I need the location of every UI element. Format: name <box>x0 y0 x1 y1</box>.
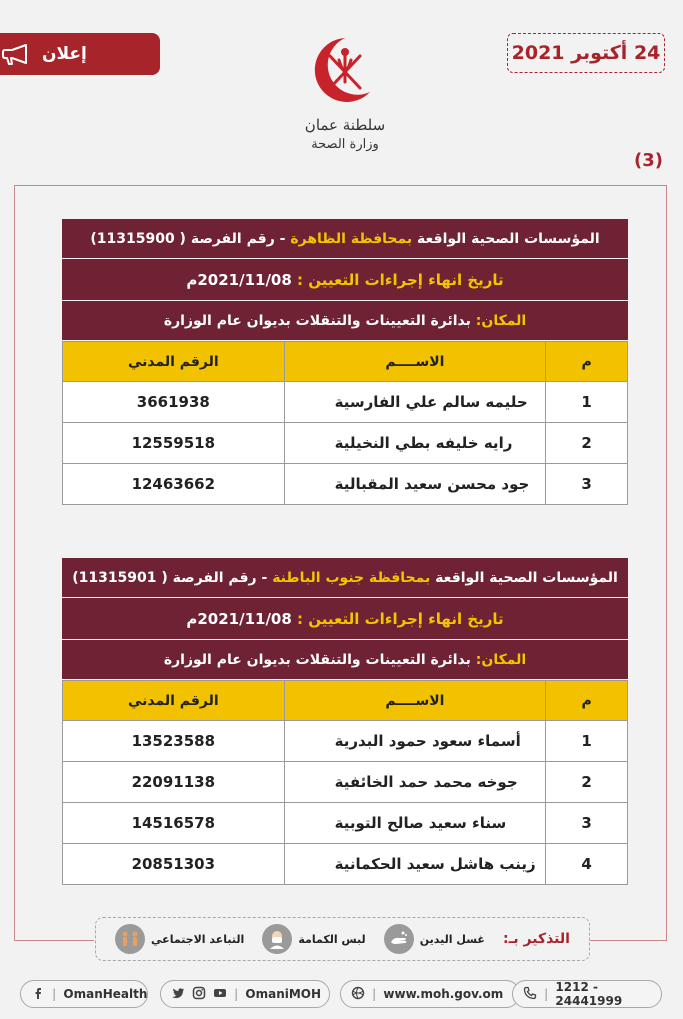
footer-contacts <box>20 980 670 1008</box>
table-row <box>63 423 628 464</box>
row-index: 1 <box>546 721 628 762</box>
row-index: 4 <box>546 844 628 885</box>
row-civil-id: 13523588 <box>63 721 285 762</box>
deadline-row <box>62 598 628 640</box>
reminder-item-handwash <box>384 924 485 954</box>
ministry-logo <box>290 30 400 160</box>
table-row <box>63 803 628 844</box>
reminder-item-mask <box>262 924 365 954</box>
title-region: بمحافظة جنوب الباطنة <box>272 569 431 586</box>
column-header-civil-id: الرقم المدني <box>63 681 285 721</box>
website-url: www.moh.gov.om <box>383 987 504 1001</box>
place-label: المكان: <box>475 651 527 668</box>
row-name: سناء سعيد صالح التوبية <box>284 803 546 844</box>
title-region: بمحافظة الظاهرة <box>290 230 413 247</box>
phone-number: 1212 - 24441999 <box>555 980 623 1008</box>
phone-link[interactable]: | 1212 - 24441999 <box>512 980 662 1008</box>
row-civil-id: 12463662 <box>63 464 285 505</box>
row-civil-id: 3661938 <box>63 382 285 423</box>
youtube-icon <box>213 986 227 1003</box>
table-row <box>63 762 628 803</box>
table-row <box>63 464 628 505</box>
hand-wash-icon <box>384 924 414 954</box>
row-index: 2 <box>546 762 628 803</box>
website-link[interactable]: | www.moh.gov.om <box>340 980 520 1008</box>
block-title <box>62 558 628 598</box>
globe-icon <box>351 986 365 1003</box>
place-row <box>62 301 628 341</box>
region-block-south-batinah <box>62 558 628 885</box>
distance-icon <box>115 924 145 954</box>
social-link[interactable]: | OmaniMOH <box>160 980 330 1008</box>
announcement-tab <box>0 33 160 75</box>
place-row <box>62 640 628 680</box>
facebook-link[interactable]: | OmanHealth <box>20 980 148 1008</box>
row-name: رايه خليفه بطي النخيلية <box>284 423 546 464</box>
facebook-icon <box>31 986 45 1003</box>
region-block-dhahirah <box>62 219 628 505</box>
phone-icon <box>523 986 537 1003</box>
column-header-index: م <box>546 342 628 382</box>
row-index: 3 <box>546 803 628 844</box>
date-badge <box>507 33 665 73</box>
table-row <box>63 721 628 762</box>
page-number: (3) <box>634 150 663 171</box>
row-name: زينب هاشل سعيد الحكمانية <box>284 844 546 885</box>
column-header-name: الاســــم <box>284 342 546 382</box>
row-civil-id: 12559518 <box>63 423 285 464</box>
logo-line2: وزارة الصحة <box>311 137 379 152</box>
table-header-row <box>63 681 628 721</box>
mask-icon <box>262 924 292 954</box>
column-header-name: الاســــم <box>284 681 546 721</box>
deadline-label: تاريخ انهاء إجراءات التعيين : <box>297 609 504 628</box>
title-suffix: - رقم الفرصة ( 11315900) <box>90 230 286 247</box>
row-index: 1 <box>546 382 628 423</box>
row-civil-id: 22091138 <box>63 762 285 803</box>
deadline-value: 2021/11/08م <box>186 609 292 628</box>
column-header-index: م <box>546 681 628 721</box>
row-index: 2 <box>546 423 628 464</box>
title-prefix: المؤسسات الصحية الواقعة <box>435 569 618 586</box>
reminder-label: غسل اليدين <box>419 932 485 946</box>
deadline-label: تاريخ انهاء إجراءات التعيين : <box>297 270 504 289</box>
deadline-row <box>62 259 628 301</box>
date-text: 24 أكتوبر 2021 <box>511 42 661 64</box>
title-suffix: - رقم الفرصة ( 11315901) <box>72 569 268 586</box>
row-civil-id: 20851303 <box>63 844 285 885</box>
megaphone-icon <box>0 42 30 66</box>
row-name: أسماء سعود حمود البدرية <box>284 721 546 762</box>
candidates-table <box>62 680 628 885</box>
row-name: جوخه محمد حمد الخائفية <box>284 762 546 803</box>
reminder-item-distance <box>115 924 244 954</box>
candidates-table <box>62 341 628 505</box>
reminder-bar <box>95 917 590 961</box>
reminder-label: لبس الكمامة <box>298 932 366 946</box>
instagram-icon <box>192 986 206 1003</box>
reminder-label: التباعد الاجتماعي <box>151 932 245 946</box>
reminder-title: التذكير بـ: <box>503 931 570 947</box>
row-index: 3 <box>546 464 628 505</box>
table-row <box>63 382 628 423</box>
place-value: بدائرة التعيينات والتنقلات بديوان عام الوزارة <box>163 312 471 329</box>
place-label: المكان: <box>475 312 527 329</box>
twitter-icon <box>171 986 185 1003</box>
frame-divider-right <box>590 940 667 941</box>
block-title <box>62 219 628 259</box>
social-handle: OmaniMOH <box>245 987 322 1001</box>
frame-divider-left <box>14 940 94 941</box>
place-value: بدائرة التعيينات والتنقلات بديوان عام الوزارة <box>163 651 471 668</box>
row-name: جود محسن سعيد المقبالية <box>284 464 546 505</box>
title-prefix: المؤسسات الصحية الواقعة <box>417 230 600 247</box>
facebook-handle: OmanHealth <box>63 987 148 1001</box>
table-header-row <box>63 342 628 382</box>
row-name: حليمه سالم علي الفارسية <box>284 382 546 423</box>
row-civil-id: 14516578 <box>63 803 285 844</box>
table-row <box>63 844 628 885</box>
column-header-civil-id: الرقم المدني <box>63 342 285 382</box>
announcement-label: إعلان <box>42 44 87 64</box>
deadline-value: 2021/11/08م <box>186 270 292 289</box>
logo-line1: سلطنة عمان <box>304 116 386 134</box>
